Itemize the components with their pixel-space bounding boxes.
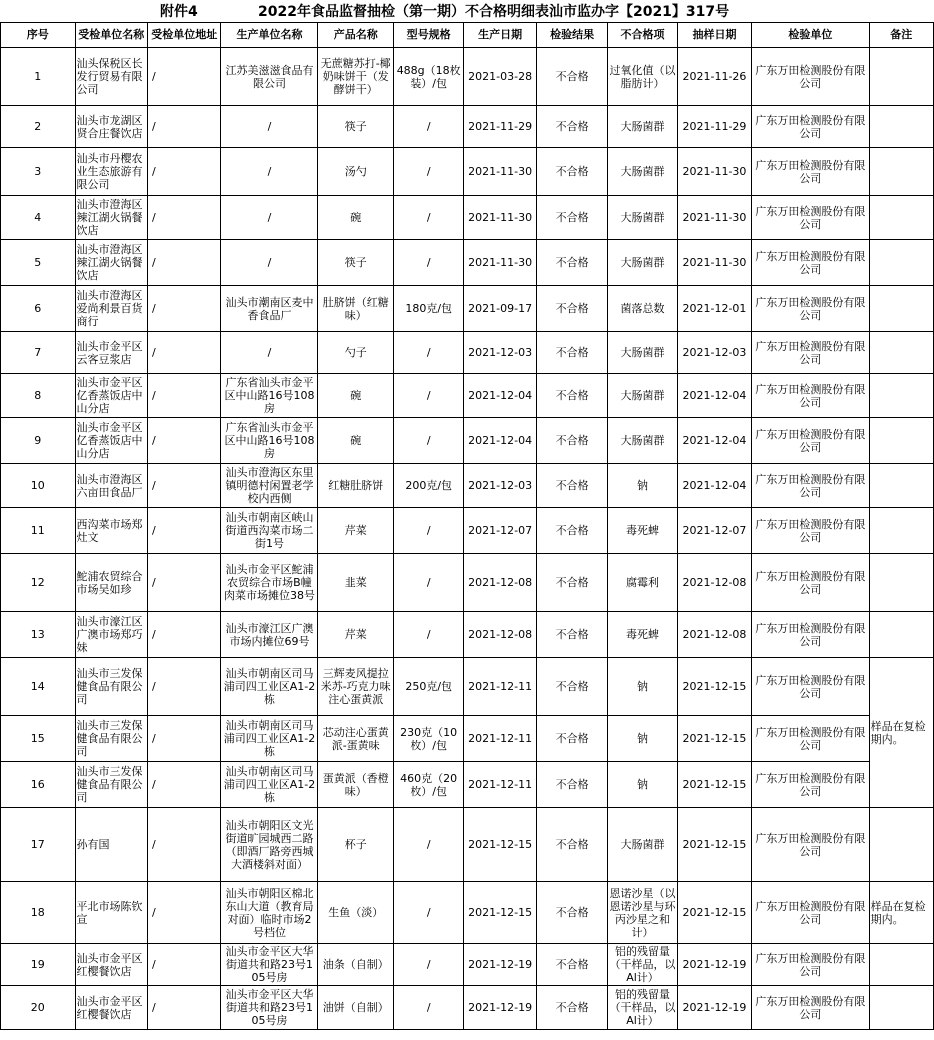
row-number-cell: 9 bbox=[1, 418, 76, 464]
failed-item-cell: 大肠菌群 bbox=[608, 106, 677, 148]
failed-item-cell: 大肠菌群 bbox=[608, 148, 677, 196]
producer-name-cell: 汕头市澄海区东里镇明德村闲置老学校内西侧 bbox=[221, 464, 318, 508]
production-date-cell: 2021-11-30 bbox=[464, 148, 536, 196]
product-name-cell: 杯子 bbox=[318, 808, 394, 882]
annex-label: 附件4 bbox=[160, 4, 198, 20]
table-header-row bbox=[1, 23, 934, 48]
sampling-date-cell: 2021-12-08 bbox=[677, 554, 752, 612]
production-date-cell: 2021-03-28 bbox=[464, 48, 536, 106]
producer-name-cell: 汕头市金平区大华街道共和路23号105号房 bbox=[221, 986, 318, 1030]
sampling-date-cell: 2021-12-15 bbox=[677, 882, 752, 944]
column-header: 受检单位地址 bbox=[147, 23, 220, 48]
spec-cell: / bbox=[393, 554, 463, 612]
row-number-cell: 14 bbox=[1, 658, 76, 716]
testing-lab-cell: 广东万田检测股份有限公司 bbox=[752, 240, 869, 286]
table-row bbox=[1, 374, 934, 418]
row-number-cell: 6 bbox=[1, 286, 76, 332]
failed-item-cell: 钠 bbox=[608, 658, 677, 716]
producer-name-cell: / bbox=[221, 106, 318, 148]
spec-cell: / bbox=[393, 418, 463, 464]
column-header: 生产日期 bbox=[464, 23, 536, 48]
spec-cell: 180克/包 bbox=[393, 286, 463, 332]
table-row bbox=[1, 716, 934, 762]
product-name-cell: 三辉麦风提拉米苏-巧克力味注心蛋黄派 bbox=[318, 658, 394, 716]
failed-item-cell: 毒死蜱 bbox=[608, 508, 677, 554]
failed-item-cell: 大肠菌群 bbox=[608, 418, 677, 464]
sampling-date-cell: 2021-12-01 bbox=[677, 286, 752, 332]
results-table bbox=[0, 22, 934, 1030]
production-date-cell: 2021-12-07 bbox=[464, 508, 536, 554]
sampling-date-cell: 2021-11-30 bbox=[677, 240, 752, 286]
test-result-cell: 不合格 bbox=[536, 762, 607, 808]
failed-item-cell: 毒死蜱 bbox=[608, 612, 677, 658]
table-row bbox=[1, 196, 934, 240]
sampling-date-cell: 2021-12-04 bbox=[677, 374, 752, 418]
column-header: 序号 bbox=[1, 23, 76, 48]
inspected-address-cell: / bbox=[147, 286, 220, 332]
producer-name-cell: / bbox=[221, 148, 318, 196]
failed-item-cell: 大肠菌群 bbox=[608, 332, 677, 374]
test-result-cell: 不合格 bbox=[536, 286, 607, 332]
testing-lab-cell: 广东万田检测股份有限公司 bbox=[752, 612, 869, 658]
inspected-address-cell: / bbox=[147, 658, 220, 716]
row-number-cell: 5 bbox=[1, 240, 76, 286]
inspected-address-cell: / bbox=[147, 148, 220, 196]
sampling-date-cell: 2021-11-30 bbox=[677, 148, 752, 196]
inspected-unit-cell: 汕头市澄海区辣江湖火锅餐饮店 bbox=[75, 240, 147, 286]
sampling-date-cell: 2021-11-26 bbox=[677, 48, 752, 106]
test-result-cell: 不合格 bbox=[536, 944, 607, 986]
production-date-cell: 2021-12-11 bbox=[464, 762, 536, 808]
inspected-address-cell: / bbox=[147, 418, 220, 464]
sampling-date-cell: 2021-12-15 bbox=[677, 762, 752, 808]
failed-item-cell: 钠 bbox=[608, 464, 677, 508]
spec-cell: / bbox=[393, 148, 463, 196]
failed-item-cell: 铝的残留量（干样品，以Al计） bbox=[608, 986, 677, 1030]
sampling-date-cell: 2021-12-15 bbox=[677, 658, 752, 716]
row-number-cell: 13 bbox=[1, 612, 76, 658]
row-number-cell: 8 bbox=[1, 374, 76, 418]
row-number-cell: 3 bbox=[1, 148, 76, 196]
production-date-cell: 2021-12-03 bbox=[464, 332, 536, 374]
producer-name-cell: 汕头市朝阳区棉北东山大道（教育局对面）临时市场2号档位 bbox=[221, 882, 318, 944]
inspected-unit-cell: 鮀浦农贸综合市场吴如珍 bbox=[75, 554, 147, 612]
sampling-date-cell: 2021-11-30 bbox=[677, 196, 752, 240]
testing-lab-cell: 广东万田检测股份有限公司 bbox=[752, 986, 869, 1030]
production-date-cell: 2021-12-11 bbox=[464, 716, 536, 762]
test-result-cell: 不合格 bbox=[536, 554, 607, 612]
inspected-unit-cell: 汕头保税区长发行贸易有限公司 bbox=[75, 48, 147, 106]
row-number-cell: 12 bbox=[1, 554, 76, 612]
inspected-address-cell: / bbox=[147, 48, 220, 106]
failed-item-cell: 大肠菌群 bbox=[608, 240, 677, 286]
inspected-address-cell: / bbox=[147, 332, 220, 374]
column-header: 抽样日期 bbox=[677, 23, 752, 48]
failed-item-cell: 过氧化值（以脂肪计） bbox=[608, 48, 677, 106]
inspected-unit-cell: 汕头市三发保健食品有限公司 bbox=[75, 658, 147, 716]
spec-cell: 250克/包 bbox=[393, 658, 463, 716]
testing-lab-cell: 广东万田检测股份有限公司 bbox=[752, 882, 869, 944]
product-name-cell: 筷子 bbox=[318, 106, 394, 148]
test-result-cell: 不合格 bbox=[536, 612, 607, 658]
remark-cell bbox=[869, 508, 933, 554]
product-name-cell: 汤勺 bbox=[318, 148, 394, 196]
failed-item-cell: 钠 bbox=[608, 716, 677, 762]
column-header: 型号规格 bbox=[393, 23, 463, 48]
row-number-cell: 15 bbox=[1, 716, 76, 762]
production-date-cell: 2021-12-08 bbox=[464, 554, 536, 612]
spec-cell: / bbox=[393, 374, 463, 418]
inspected-unit-cell: 汕头市澄海区辣江湖火锅餐饮店 bbox=[75, 196, 147, 240]
sampling-date-cell: 2021-12-04 bbox=[677, 418, 752, 464]
row-number-cell: 19 bbox=[1, 944, 76, 986]
table-row bbox=[1, 762, 934, 808]
remark-cell: 样品在复检期内。 bbox=[869, 882, 933, 944]
spec-cell: / bbox=[393, 240, 463, 286]
test-result-cell: 不合格 bbox=[536, 374, 607, 418]
table-row bbox=[1, 106, 934, 148]
production-date-cell: 2021-12-11 bbox=[464, 658, 536, 716]
remark-cell bbox=[869, 148, 933, 196]
testing-lab-cell: 广东万田检测股份有限公司 bbox=[752, 332, 869, 374]
row-number-cell: 2 bbox=[1, 106, 76, 148]
spec-cell: / bbox=[393, 612, 463, 658]
spec-cell: 460克（20枚）/包 bbox=[393, 762, 463, 808]
spec-cell: 200克/包 bbox=[393, 464, 463, 508]
producer-name-cell: 汕头市金平区大华街道共和路23号105号房 bbox=[221, 944, 318, 986]
table-row bbox=[1, 286, 934, 332]
remark-cell bbox=[869, 612, 933, 658]
production-date-cell: 2021-12-08 bbox=[464, 612, 536, 658]
product-name-cell: 碗 bbox=[318, 374, 394, 418]
production-date-cell: 2021-09-17 bbox=[464, 286, 536, 332]
table-row bbox=[1, 944, 934, 986]
product-name-cell: 无蔗糖苏打-椰奶味饼干（发酵饼干） bbox=[318, 48, 394, 106]
inspected-unit-cell: 汕头市濠江区广澳市场郑巧妹 bbox=[75, 612, 147, 658]
inspected-unit-cell: 汕头市金平区红樱餐饮店 bbox=[75, 944, 147, 986]
production-date-cell: 2021-11-30 bbox=[464, 240, 536, 286]
inspected-unit-cell: 汕头市澄海区爱尚利景百货商行 bbox=[75, 286, 147, 332]
testing-lab-cell: 广东万田检测股份有限公司 bbox=[752, 508, 869, 554]
table-row bbox=[1, 48, 934, 106]
producer-name-cell: 广东省汕头市金平区中山路16号108房 bbox=[221, 418, 318, 464]
spec-cell: / bbox=[393, 196, 463, 240]
product-name-cell: 芹菜 bbox=[318, 508, 394, 554]
table-row bbox=[1, 808, 934, 882]
test-result-cell: 不合格 bbox=[536, 464, 607, 508]
inspected-address-cell: / bbox=[147, 464, 220, 508]
test-result-cell: 不合格 bbox=[536, 48, 607, 106]
producer-name-cell: 汕头市朝阳区文光街道旷园城西二路（即酒厂路旁西城大酒楼斜对面） bbox=[221, 808, 318, 882]
table-row bbox=[1, 464, 934, 508]
test-result-cell: 不合格 bbox=[536, 418, 607, 464]
production-date-cell: 2021-12-15 bbox=[464, 882, 536, 944]
test-result-cell: 不合格 bbox=[536, 240, 607, 286]
test-result-cell: 不合格 bbox=[536, 332, 607, 374]
inspected-unit-cell: 汕头市三发保健食品有限公司 bbox=[75, 762, 147, 808]
producer-name-cell: 汕头市朝南区峡山街道西沟菜市场二街1号 bbox=[221, 508, 318, 554]
test-result-cell: 不合格 bbox=[536, 106, 607, 148]
remark-cell bbox=[869, 808, 933, 882]
production-date-cell: 2021-12-19 bbox=[464, 986, 536, 1030]
inspected-unit-cell: 汕头市金平区亿香蒸饭店中山分店 bbox=[75, 374, 147, 418]
production-date-cell: 2021-12-04 bbox=[464, 374, 536, 418]
test-result-cell: 不合格 bbox=[536, 716, 607, 762]
inspected-unit-cell: 汕头市澄海区六亩田食品厂 bbox=[75, 464, 147, 508]
product-name-cell: 红糖肚脐饼 bbox=[318, 464, 394, 508]
failed-item-cell: 腐霉利 bbox=[608, 554, 677, 612]
inspected-address-cell: / bbox=[147, 944, 220, 986]
testing-lab-cell: 广东万田检测股份有限公司 bbox=[752, 148, 869, 196]
spec-cell: 230克（10枚）/包 bbox=[393, 716, 463, 762]
product-name-cell: 油饼（自制） bbox=[318, 986, 394, 1030]
row-number-cell: 20 bbox=[1, 986, 76, 1030]
testing-lab-cell: 广东万田检测股份有限公司 bbox=[752, 944, 869, 986]
test-result-cell: 不合格 bbox=[536, 196, 607, 240]
inspected-unit-cell: 汕头市龙湖区贤合庄餐饮店 bbox=[75, 106, 147, 148]
spec-cell: / bbox=[393, 944, 463, 986]
sampling-date-cell: 2021-12-04 bbox=[677, 464, 752, 508]
remark-cell bbox=[869, 332, 933, 374]
table-row bbox=[1, 332, 934, 374]
sampling-date-cell: 2021-12-19 bbox=[677, 944, 752, 986]
row-number-cell: 10 bbox=[1, 464, 76, 508]
testing-lab-cell: 广东万田检测股份有限公司 bbox=[752, 196, 869, 240]
producer-name-cell: / bbox=[221, 240, 318, 286]
spec-cell: / bbox=[393, 808, 463, 882]
sampling-date-cell: 2021-11-29 bbox=[677, 106, 752, 148]
failed-item-cell: 大肠菌群 bbox=[608, 808, 677, 882]
product-name-cell: 碗 bbox=[318, 418, 394, 464]
product-name-cell: 蛋黄派（香橙味） bbox=[318, 762, 394, 808]
table-row bbox=[1, 658, 934, 716]
remark-cell bbox=[869, 286, 933, 332]
row-number-cell: 11 bbox=[1, 508, 76, 554]
remark-cell bbox=[869, 374, 933, 418]
sampling-date-cell: 2021-12-08 bbox=[677, 612, 752, 658]
column-header: 不合格项 bbox=[608, 23, 677, 48]
spec-cell: / bbox=[393, 106, 463, 148]
inspected-address-cell: / bbox=[147, 240, 220, 286]
inspected-address-cell: / bbox=[147, 612, 220, 658]
remark-cell bbox=[869, 418, 933, 464]
table-row bbox=[1, 882, 934, 944]
testing-lab-cell: 广东万田检测股份有限公司 bbox=[752, 464, 869, 508]
producer-name-cell: 汕头市潮南区麦中香食品厂 bbox=[221, 286, 318, 332]
inspected-unit-cell: 汕头市三发保健食品有限公司 bbox=[75, 716, 147, 762]
product-name-cell: 筷子 bbox=[318, 240, 394, 286]
testing-lab-cell: 广东万田检测股份有限公司 bbox=[752, 374, 869, 418]
producer-name-cell: 汕头市金平区鮀浦农贸综合市场B幢肉菜市场摊位38号 bbox=[221, 554, 318, 612]
table-row bbox=[1, 554, 934, 612]
remark-cell bbox=[869, 986, 933, 1030]
spec-cell: / bbox=[393, 882, 463, 944]
test-result-cell: 不合格 bbox=[536, 508, 607, 554]
product-name-cell: 芯动注心蛋黄派-蛋黄味 bbox=[318, 716, 394, 762]
spec-cell: / bbox=[393, 986, 463, 1030]
producer-name-cell: 江苏美滋滋食品有限公司 bbox=[221, 48, 318, 106]
sampling-date-cell: 2021-12-19 bbox=[677, 986, 752, 1030]
testing-lab-cell: 广东万田检测股份有限公司 bbox=[752, 808, 869, 882]
production-date-cell: 2021-11-29 bbox=[464, 106, 536, 148]
failed-item-cell: 大肠菌群 bbox=[608, 374, 677, 418]
producer-name-cell: 汕头市濠江区广澳市场内摊位69号 bbox=[221, 612, 318, 658]
table-row bbox=[1, 240, 934, 286]
remark-cell bbox=[869, 464, 933, 508]
production-date-cell: 2021-12-03 bbox=[464, 464, 536, 508]
row-number-cell: 1 bbox=[1, 48, 76, 106]
testing-lab-cell: 广东万田检测股份有限公司 bbox=[752, 48, 869, 106]
row-number-cell: 7 bbox=[1, 332, 76, 374]
table-row bbox=[1, 418, 934, 464]
table-row bbox=[1, 508, 934, 554]
inspected-unit-cell: 孙有国 bbox=[75, 808, 147, 882]
failed-item-cell: 大肠菌群 bbox=[608, 196, 677, 240]
producer-name-cell: 广东省汕头市金平区中山路16号108房 bbox=[221, 374, 318, 418]
producer-name-cell: / bbox=[221, 332, 318, 374]
row-number-cell: 4 bbox=[1, 196, 76, 240]
sampling-date-cell: 2021-12-15 bbox=[677, 808, 752, 882]
column-header: 生产单位名称 bbox=[221, 23, 318, 48]
product-name-cell: 肚脐饼（红糖味） bbox=[318, 286, 394, 332]
column-header: 检验单位 bbox=[752, 23, 869, 48]
column-header: 产品名称 bbox=[318, 23, 394, 48]
column-header: 受检单位名称 bbox=[75, 23, 147, 48]
inspected-unit-cell: 汕头市丹樱农业生态旅游有限公司 bbox=[75, 148, 147, 196]
test-result-cell: 不合格 bbox=[536, 986, 607, 1030]
test-result-cell: 不合格 bbox=[536, 658, 607, 716]
inspected-address-cell: / bbox=[147, 106, 220, 148]
inspected-unit-cell: 汕头市金平区红樱餐饮店 bbox=[75, 986, 147, 1030]
table-row bbox=[1, 986, 934, 1030]
product-name-cell: 油条（自制） bbox=[318, 944, 394, 986]
page-title: 2022年食品监督抽检（第一期）不合格明细表汕市监办字【2021】317号 bbox=[258, 4, 730, 20]
failed-item-cell: 恩诺沙星（以恩诺沙星与环丙沙星之和计） bbox=[608, 882, 677, 944]
inspected-address-cell: / bbox=[147, 986, 220, 1030]
inspected-address-cell: / bbox=[147, 554, 220, 612]
column-header: 备注 bbox=[869, 23, 933, 48]
table-body bbox=[1, 48, 934, 1030]
production-date-cell: 2021-12-15 bbox=[464, 808, 536, 882]
inspected-unit-cell: 汕头市金平区云客豆浆店 bbox=[75, 332, 147, 374]
failed-item-cell: 钠 bbox=[608, 762, 677, 808]
producer-name-cell: / bbox=[221, 196, 318, 240]
production-date-cell: 2021-12-19 bbox=[464, 944, 536, 986]
remark-cell bbox=[869, 944, 933, 986]
failed-item-cell: 菌落总数 bbox=[608, 286, 677, 332]
table-row bbox=[1, 148, 934, 196]
test-result-cell: 不合格 bbox=[536, 882, 607, 944]
product-name-cell: 芹菜 bbox=[318, 612, 394, 658]
spec-cell: 488g（18枚装）/包 bbox=[393, 48, 463, 106]
sampling-date-cell: 2021-12-03 bbox=[677, 332, 752, 374]
product-name-cell: 生鱼（淡） bbox=[318, 882, 394, 944]
inspected-address-cell: / bbox=[147, 882, 220, 944]
row-number-cell: 17 bbox=[1, 808, 76, 882]
remark-cell bbox=[869, 196, 933, 240]
inspected-address-cell: / bbox=[147, 716, 220, 762]
inspected-unit-cell: 西沟菜市场郑灶文 bbox=[75, 508, 147, 554]
product-name-cell: 韭菜 bbox=[318, 554, 394, 612]
production-date-cell: 2021-11-30 bbox=[464, 196, 536, 240]
testing-lab-cell: 广东万田检测股份有限公司 bbox=[752, 286, 869, 332]
row-number-cell: 18 bbox=[1, 882, 76, 944]
production-date-cell: 2021-12-04 bbox=[464, 418, 536, 464]
spec-cell: / bbox=[393, 332, 463, 374]
test-result-cell: 不合格 bbox=[536, 808, 607, 882]
inspected-unit-cell: 平北市场陈钦宣 bbox=[75, 882, 147, 944]
testing-lab-cell: 广东万田检测股份有限公司 bbox=[752, 762, 869, 808]
testing-lab-cell: 广东万田检测股份有限公司 bbox=[752, 106, 869, 148]
title-row bbox=[0, 0, 934, 22]
product-name-cell: 勺子 bbox=[318, 332, 394, 374]
product-name-cell: 碗 bbox=[318, 196, 394, 240]
inspected-address-cell: / bbox=[147, 196, 220, 240]
remark-cell bbox=[869, 48, 933, 106]
failed-item-cell: 铝的残留量（干样品，以Al计） bbox=[609, 945, 676, 984]
test-result-cell: 不合格 bbox=[536, 148, 607, 196]
inspected-address-cell: / bbox=[147, 808, 220, 882]
testing-lab-cell: 广东万田检测股份有限公司 bbox=[752, 554, 869, 612]
inspected-address-cell: / bbox=[147, 762, 220, 808]
sampling-date-cell: 2021-12-07 bbox=[677, 508, 752, 554]
table-row bbox=[1, 612, 934, 658]
inspected-address-cell: / bbox=[147, 374, 220, 418]
testing-lab-cell: 广东万田检测股份有限公司 bbox=[752, 418, 869, 464]
sampling-date-cell: 2021-12-15 bbox=[677, 716, 752, 762]
spec-cell: / bbox=[393, 508, 463, 554]
column-header: 检验结果 bbox=[536, 23, 607, 48]
testing-lab-cell: 广东万田检测股份有限公司 bbox=[752, 716, 869, 762]
inspected-address-cell: / bbox=[147, 508, 220, 554]
remark-cell bbox=[869, 106, 933, 148]
remark-cell bbox=[869, 240, 933, 286]
inspected-unit-cell: 汕头市金平区亿香蒸饭店中山分店 bbox=[75, 418, 147, 464]
remark-cell: 样品在复检期内。 bbox=[869, 658, 933, 808]
producer-name-cell: 汕头市朝南区司马浦司四工业区A1-2栋 bbox=[221, 658, 318, 716]
producer-name-cell: 汕头市朝南区司马浦司四工业区A1-2栋 bbox=[221, 716, 318, 762]
producer-name-cell: 汕头市朝南区司马浦司四工业区A1-2栋 bbox=[221, 762, 318, 808]
remark-cell bbox=[869, 554, 933, 612]
testing-lab-cell: 广东万田检测股份有限公司 bbox=[752, 658, 869, 716]
row-number-cell: 16 bbox=[1, 762, 76, 808]
